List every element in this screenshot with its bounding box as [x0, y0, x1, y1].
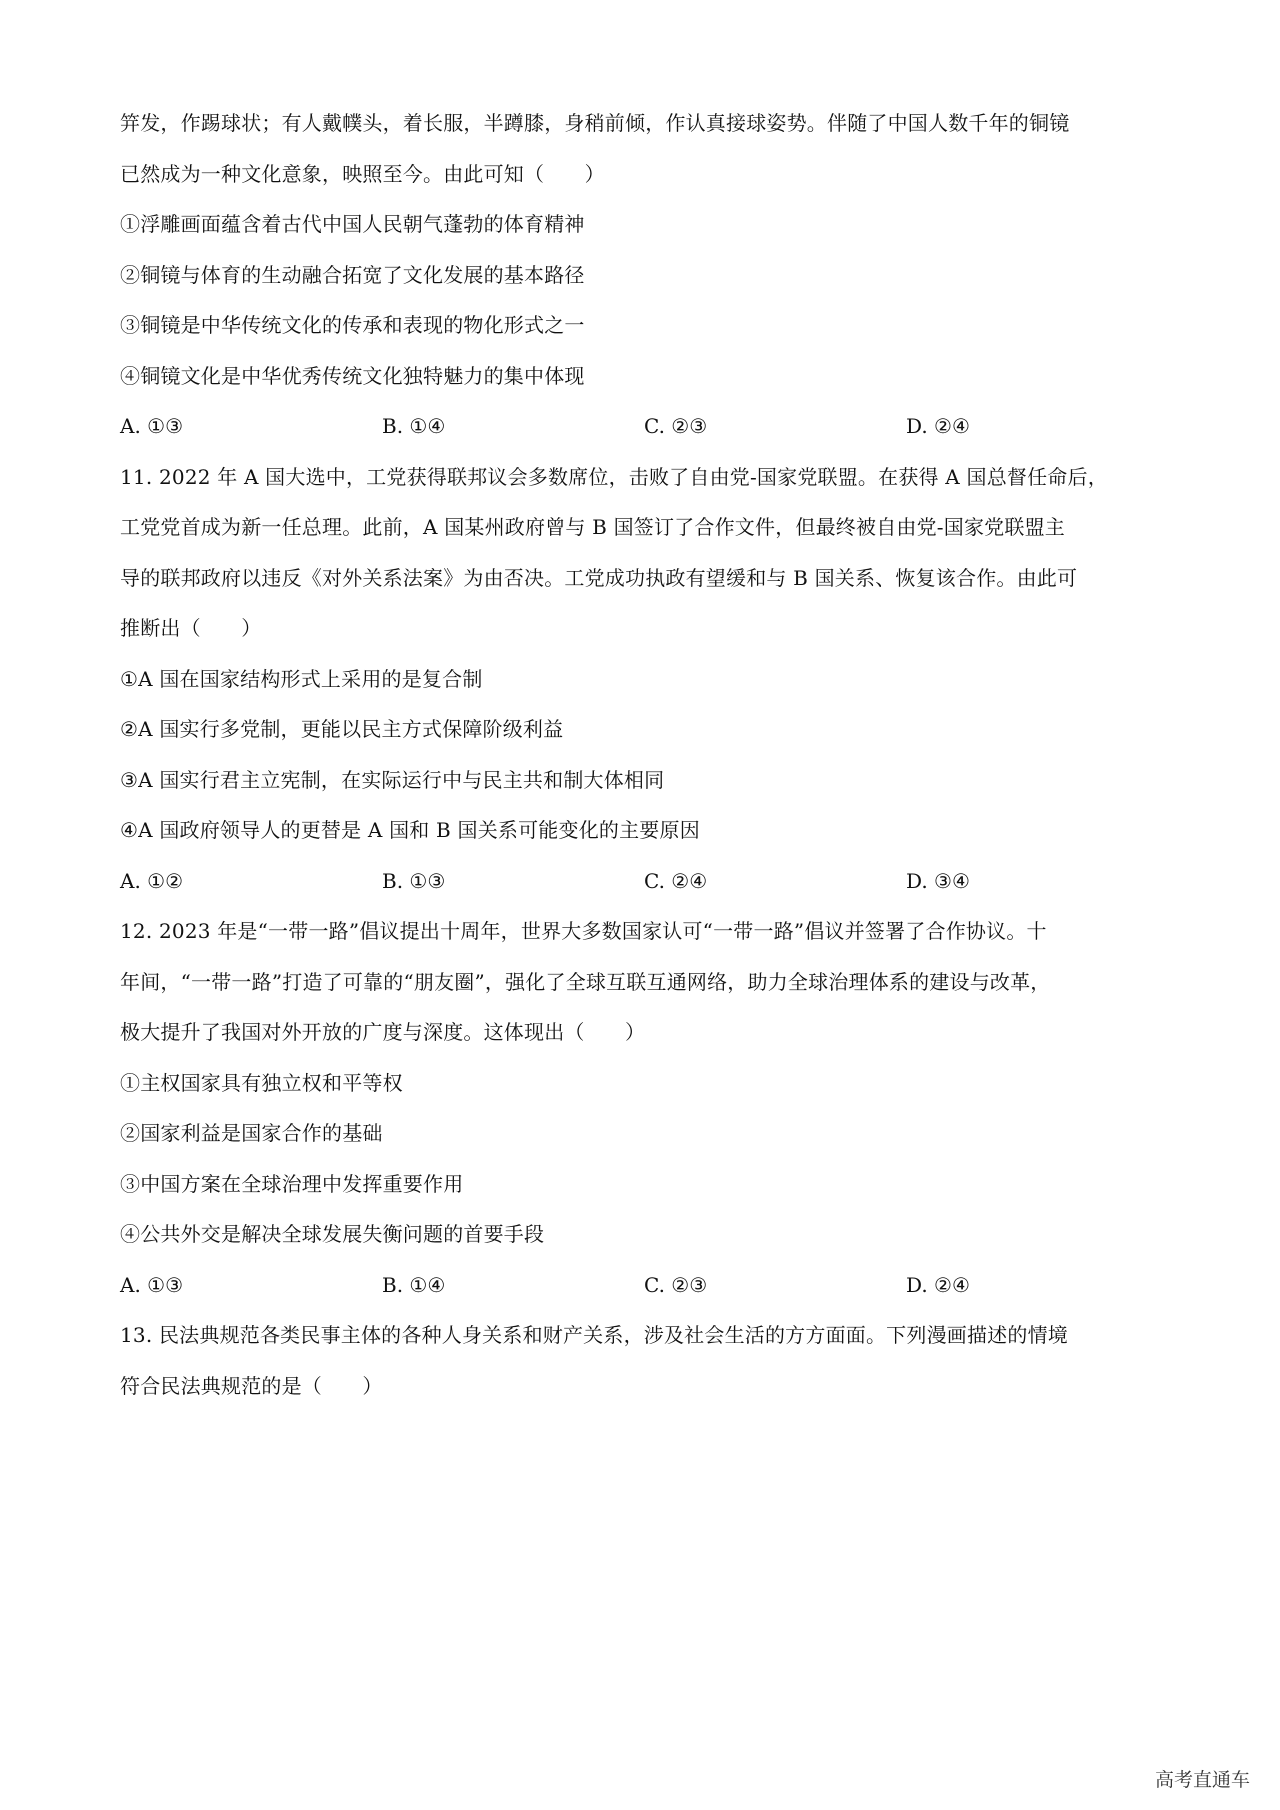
- question-12-option-a: A. ①③: [120, 1272, 184, 1297]
- question-11-statement-1: ①A 国在国家结构形式上采用的是复合制: [120, 666, 483, 691]
- question-11-line-1: 11. 2022 年 A 国大选中，工党获得联邦议会多数席位，击败了自由党-国家党联盟。在获得 A 国总督任命后，: [120, 464, 1108, 489]
- question-12-line-1: 12. 2023 年是“一带一路”倡议提出十周年，世界大多数国家认可“一带一路”倡议并签署了合作协议。十: [120, 919, 1047, 943]
- question-10-statement-4: ④铜镜文化是中华优秀传统文化独特魅力的集中体现: [120, 363, 585, 388]
- question-10-option-b: B. ①④: [382, 414, 446, 438]
- question-10-option-c: C. ②③: [644, 414, 708, 438]
- question-11-line-2: 工党党首成为新一任总理。此前，A 国某州政府曾与 B 国签订了合作文件，但最终被自由党-国家党联盟主: [120, 515, 1065, 539]
- question-13: [120, 1310, 1180, 1411]
- question-12-line-2: 年间，“一带一路”打造了可靠的“朋友圈”，强化了全球互联互通网络，助力全球治理体系的建设与改革，: [120, 969, 1051, 994]
- question-11-line-3: 导的联邦政府以违反《对外关系法案》为由否决。工党成功执政有望缓和与 B 国关系、恢复该合作。由此可: [120, 565, 1078, 590]
- question-10-statement-1: ①浮雕画面蕴含着古代中国人民朝气蓬勃的体育精神: [120, 212, 585, 236]
- question-10-option-d: D. ②④: [906, 414, 970, 438]
- question-11-options: [120, 856, 1180, 907]
- question-12-line-3: 极大提升了我国对外开放的广度与深度。这体现出（ ）: [120, 1020, 646, 1044]
- question-13-line-1: 13. 民法典规范各类民事主体的各种人身关系和财产关系，涉及社会生活的方方面面。下列漫画描述的情境: [120, 1323, 1068, 1347]
- question-12-option-b: B. ①④: [382, 1272, 446, 1297]
- question-11-option-c: C. ②④: [644, 868, 708, 893]
- question-12-option-c: C. ②③: [644, 1272, 708, 1297]
- question-12: [120, 906, 1180, 1310]
- watermark-text: 高考直通车: [1154, 1769, 1250, 1791]
- exam-page: [120, 98, 1180, 1411]
- question-10-statement-3: ③铜镜是中华传统文化的传承和表现的物化形式之一: [120, 313, 585, 337]
- question-11-statement-4: ④A 国政府领导人的更替是 A 国和 B 国关系可能变化的主要原因: [120, 818, 700, 842]
- question-12-options: [120, 1260, 1180, 1311]
- question-12-statement-1: ①主权国家具有独立权和平等权: [120, 1070, 403, 1095]
- question-11-option-d: D. ③④: [906, 868, 970, 893]
- question-10-statement-2: ②铜镜与体育的生动融合拓宽了文化发展的基本路径: [120, 262, 585, 287]
- question-11-option-a: A. ①②: [120, 868, 184, 893]
- question-12-option-d: D. ②④: [906, 1272, 970, 1297]
- question-10-line-2: 已然成为一种文化意象，映照至今。由此可知（ ）: [120, 161, 605, 186]
- question-10: [120, 98, 1180, 452]
- question-10-options: [120, 401, 1180, 452]
- question-10-option-a: A. ①③: [120, 414, 184, 438]
- question-11-line-4: 推断出（ ）: [120, 616, 262, 640]
- question-13-line-2: 符合民法典规范的是（ ）: [120, 1373, 383, 1398]
- question-11-option-b: B. ①③: [382, 868, 446, 893]
- question-11-statement-2: ②A 国实行多党制，更能以民主方式保障阶级利益: [120, 717, 564, 741]
- question-12-statement-4: ④公共外交是解决全球发展失衡问题的首要手段: [120, 1222, 545, 1246]
- question-11: [120, 452, 1180, 907]
- question-11-statement-3: ③A 国实行君主立宪制，在实际运行中与民主共和制大体相同: [120, 767, 665, 792]
- question-12-statement-2: ②国家利益是国家合作的基础: [120, 1121, 383, 1145]
- question-12-statement-3: ③中国方案在全球治理中发挥重要作用: [120, 1171, 464, 1196]
- question-10-line-1: 笄发，作踢球状；有人戴幞头，着长服，半蹲膝，身稍前倾，作认真接球姿势。伴随了中国人数千年的铜镜: [120, 111, 1070, 135]
